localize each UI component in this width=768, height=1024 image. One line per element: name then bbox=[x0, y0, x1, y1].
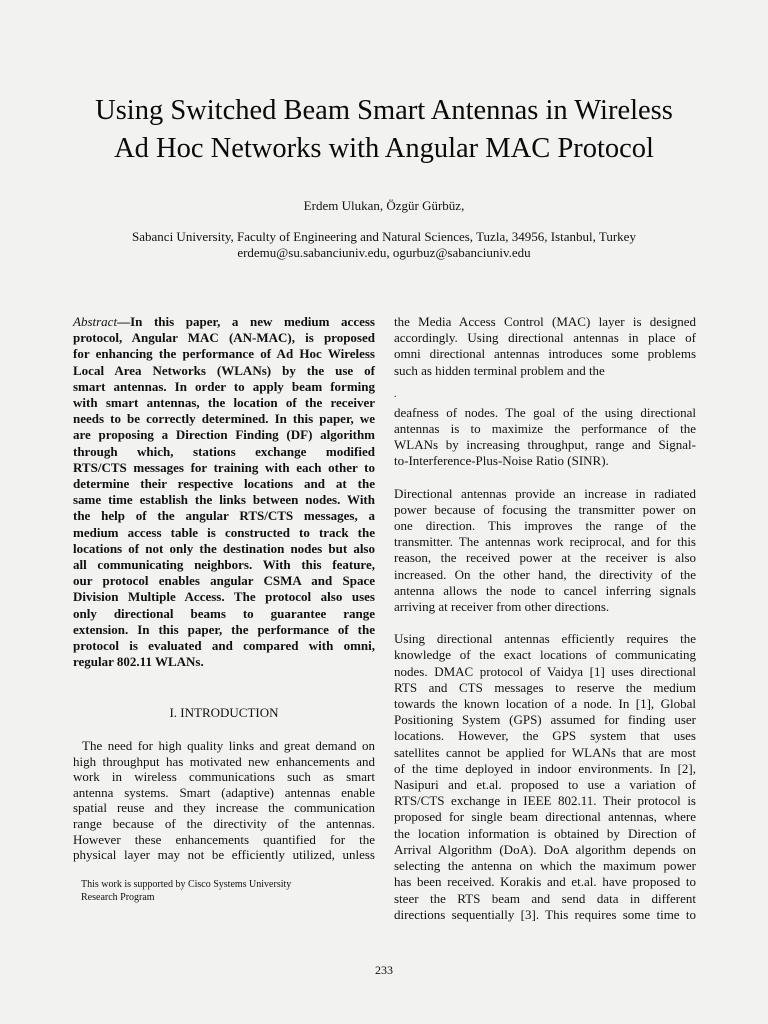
abstract-line: needs to be correctly determined. In this paper, we bbox=[73, 411, 375, 427]
text-line: has been received. Korakis and et.al. have proposed to bbox=[394, 874, 696, 890]
abstract-line: Division Multiple Access. The protocol also uses bbox=[73, 589, 375, 605]
text-line: directions sequentially [3]. This requires some time to bbox=[394, 906, 696, 922]
intro-line: antenna systems. Smart (adaptive) antennas enable bbox=[73, 784, 375, 800]
text-line: of the time deployed in indoor environments. In [2], bbox=[394, 760, 696, 776]
text-line: nodes. DMAC protocol of Vaidya [1] uses directional bbox=[394, 663, 696, 679]
abstract-line: through which, stations exchange modified bbox=[73, 443, 375, 459]
paragraph bbox=[394, 405, 696, 470]
text-line: Directional antennas provide an increase in radiated bbox=[394, 485, 696, 501]
text-line: knowledge of the exact locations of communicating bbox=[394, 647, 696, 663]
text-line: locations. However, the GPS system that uses bbox=[394, 728, 696, 744]
intro-line: spatial reuse and they increase the communication bbox=[73, 800, 375, 816]
intro-line: The need for high quality links and great demand on bbox=[82, 738, 375, 753]
text-line: accordingly. Using directional antennas in place of bbox=[394, 330, 696, 346]
introduction-paragraph bbox=[73, 738, 375, 863]
paragraph bbox=[394, 631, 696, 923]
text-line: RTS and CTS messages to reserve the medium bbox=[394, 679, 696, 695]
text-line: satellites cannot be applied for WLANs that are most bbox=[394, 744, 696, 760]
page-number: 233 bbox=[375, 963, 393, 977]
text-line: WLANs by increasing throughput, range and Signal- bbox=[394, 437, 696, 453]
abstract-line: medium access table is constructed to track the bbox=[73, 524, 375, 540]
abstract-line: the help of the angular RTS/CTS messages, a bbox=[73, 508, 375, 524]
abstract-line: extension. In this paper, the performance of the bbox=[73, 621, 375, 637]
abstract-line: RTS/CTS messages for training with each other to bbox=[73, 459, 375, 475]
abstract-line: all communicating neighbors. With this feature, bbox=[73, 557, 375, 573]
text-line: proposed for single beam directional antennas, where bbox=[394, 809, 696, 825]
text-line: Positioning System (GPS) assumed for finding user bbox=[394, 712, 696, 728]
text-line: increased. On the other hand, the directivity of the bbox=[394, 566, 696, 582]
text-line: transmitter. The antennas work reciprocal, and for this bbox=[394, 534, 696, 550]
text-line: to-Interference-Plus-Noise Ratio (SINR). bbox=[394, 453, 609, 469]
text-line: deafness of nodes. The goal of the using directional bbox=[394, 404, 696, 420]
abstract-line: locations of not only the destination nodes but also bbox=[73, 540, 375, 556]
paper-title bbox=[0, 92, 768, 168]
text-line: RTS/CTS exchange in IEEE 802.11. Their protocol is bbox=[394, 793, 696, 809]
text-line: Arrival Algorithm (DoA). DoA algorithm depends on bbox=[394, 841, 696, 857]
footnote-line: This work is supported by Cisco Systems University bbox=[81, 879, 292, 890]
text-line: the location information is obtained by Direction of bbox=[394, 825, 696, 841]
title-line: Using Switched Beam Smart Antennas in Wireless bbox=[95, 95, 673, 126]
abstract-line: are proposing a Direction Finding (DF) algorithm bbox=[73, 427, 375, 443]
text-line: antenna allows the node to cancel inferring signals bbox=[394, 582, 696, 598]
text-line: one direction. This improves the range of the bbox=[394, 518, 696, 534]
abstract-line: Local Area Networks (WLANs) by the use of bbox=[73, 362, 375, 378]
text-line: towards the known location of a node. In [1], Global bbox=[394, 696, 696, 712]
text-line: power because of focusing the transmitter power on bbox=[394, 501, 696, 517]
intro-line: physical layer may not be efficiently utilized, unless bbox=[73, 847, 375, 863]
affiliation bbox=[0, 229, 768, 261]
intro-line: range because of the directivity of the antennas. bbox=[73, 815, 375, 831]
text-line: steer the RTS beam and send data in different bbox=[394, 890, 696, 906]
abstract-line: protocol is evaluated and compared with omni, bbox=[73, 638, 375, 654]
text-line: omni directional antennas introduces some problems bbox=[394, 346, 696, 362]
author-list: Erdem Ulukan, Özgür Gürbüz, bbox=[303, 198, 465, 213]
paragraph bbox=[394, 314, 696, 379]
text-line: such as hidden terminal problem and the bbox=[394, 362, 605, 378]
text-line: Nasipuri and et.al. proposed to use a variation of bbox=[394, 777, 696, 793]
abstract-line: with smart antennas, the location of the receiver bbox=[73, 395, 375, 411]
abstract-line: protocol, Angular MAC (AN-MAC), is proposed bbox=[73, 330, 375, 346]
abstract-label: Abstract bbox=[73, 314, 118, 329]
abstract-line: our protocol enables angular CSMA and Space bbox=[73, 573, 375, 589]
right-column bbox=[394, 314, 696, 923]
intro-line: high throughput has motivated new enhancements and bbox=[73, 753, 375, 769]
title-line: Ad Hoc Networks with Angular MAC Protocol bbox=[114, 133, 654, 164]
intro-line: work in wireless communications such as smart bbox=[73, 769, 375, 785]
stray-mark: . bbox=[394, 388, 397, 400]
text-line: selecting the antenna on which the maximum power bbox=[394, 858, 696, 874]
footnote bbox=[81, 878, 371, 904]
abstract-line: only directional beams to guarantee range bbox=[73, 605, 375, 621]
text-line: antennas is to maximize the performance of the bbox=[394, 421, 696, 437]
abstract-line: regular 802.11 WLANs. bbox=[73, 654, 204, 670]
abstract bbox=[73, 314, 375, 670]
author-emails: erdemu@su.sabanciuniv.edu, ogurbuz@sabanciuniv.edu bbox=[237, 245, 531, 260]
text-line: reason, the received power at the receiver is also bbox=[394, 550, 696, 566]
abstract-line: Abstract—In this paper, a new medium access bbox=[73, 314, 375, 329]
footnote-line: Research Program bbox=[81, 892, 155, 903]
text-line: Using directional antennas efficiently requires the bbox=[394, 631, 696, 647]
abstract-line: smart antennas. In order to apply beam forming bbox=[73, 378, 375, 394]
section-heading: I. INTRODUCTION bbox=[169, 705, 279, 720]
intro-line: However these enhancements quantified for the bbox=[73, 831, 375, 847]
text-line: the Media Access Control (MAC) layer is designed bbox=[394, 314, 696, 329]
abstract-line: for enhancing the performance of Ad Hoc Wireless bbox=[73, 346, 375, 362]
paragraph bbox=[394, 486, 696, 616]
abstract-line: same time establish the links between nodes. With bbox=[73, 492, 375, 508]
affiliation-line: Sabanci University, Faculty of Engineering and Natural Sciences, Tuzla, 34956, Istanbul, Turkey bbox=[132, 229, 636, 244]
abstract-line: determine their respective locations and at the bbox=[73, 476, 375, 492]
text-line: arriving at receiver from other directions. bbox=[394, 599, 610, 615]
